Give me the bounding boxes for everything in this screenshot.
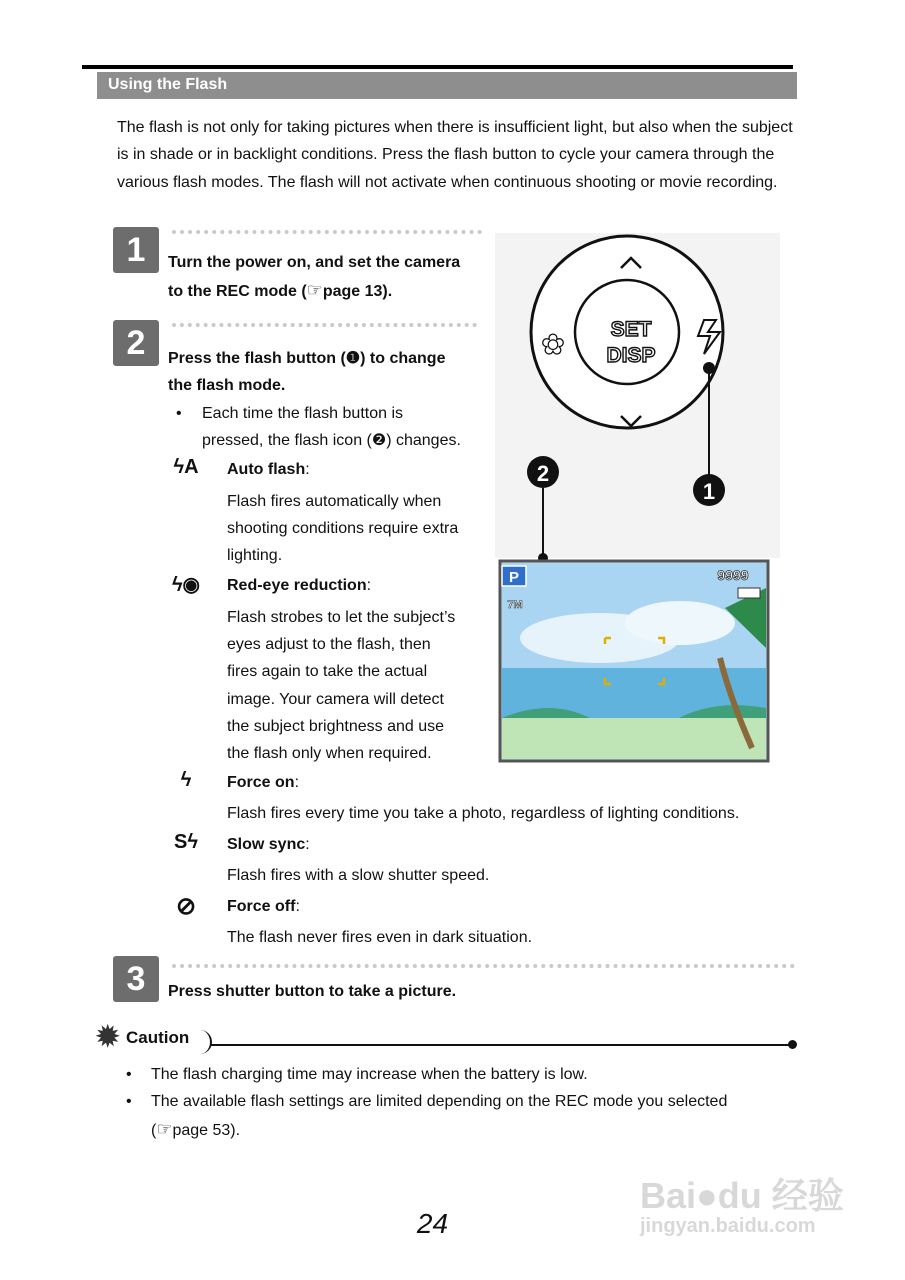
step-2-badge: 2 <box>113 320 159 366</box>
step-1-badge: 1 <box>113 227 159 273</box>
mode-name: Force on <box>227 774 295 791</box>
step-3-badge: 3 <box>113 956 159 1002</box>
step-1-dots <box>172 230 482 234</box>
lcd-mode: P <box>508 569 520 586</box>
baidu-watermark: Bai●du 经验 <box>640 1175 844 1216</box>
baidu-watermark-url: jingyan.baidu.com <box>640 1215 816 1237</box>
bullet-dot: • <box>126 1066 132 1083</box>
section-header <box>97 72 797 99</box>
lcd-count: 9999 <box>717 567 749 583</box>
callout-2-label: 2 <box>536 461 550 486</box>
step-2-line1: Press the flash button (❶) to change <box>168 350 446 367</box>
caution-item-2-tail <box>151 1116 240 1145</box>
caution-rule-end <box>788 1040 797 1049</box>
step-2-line2: the flash mode. <box>168 377 286 394</box>
mode-red-eye: Red-eye reduction: <box>227 577 372 594</box>
mode-desc: fires again to take the actual <box>227 663 428 680</box>
mode-desc: lighting. <box>227 547 283 564</box>
step-1-line1: Turn the power on, and set the camera <box>168 254 461 271</box>
camera-illustration <box>490 228 790 768</box>
caution-bracket <box>196 1030 212 1054</box>
top-rule <box>82 65 793 69</box>
mode-desc: eyes adjust to the flash, then <box>227 636 431 653</box>
step-2-bullet-line1: Each time the flash button is <box>202 405 403 422</box>
step-2-bullet-line2: pressed, the flash icon (❷) changes. <box>202 432 461 449</box>
caution-item-2: The available flash settings are limited depending on the REC mode you selected <box>151 1093 728 1110</box>
step-2-dots <box>172 323 477 327</box>
lcd-resolution: 7M <box>507 599 523 611</box>
mode-desc: The flash never fires even in dark situation. <box>227 929 533 946</box>
mode-desc: image. Your camera will detect <box>227 691 444 708</box>
pointing-hand-icon: ☞ <box>306 280 323 300</box>
set-label: SET <box>610 318 652 341</box>
section-title: Using the Flash <box>108 76 228 93</box>
step-1-line2a: to the REC mode ( <box>168 283 307 300</box>
page-number: 24 <box>416 1208 449 1239</box>
red-eye-icon: ϟ◉ <box>171 574 201 596</box>
mode-force-on: Force on: <box>227 774 300 791</box>
mode-desc: Flash strobes to let the subject’s <box>227 609 456 626</box>
intro-paragraph: The flash is not only for taking pictures when there is insufficient light, but also when the subject is in shade or in backlight conditions. Press the flash button to cycle your camera through the various flash modes. The flash will not activate when continuous shooting or movie recording. <box>117 119 793 191</box>
disp-label: DISP <box>606 344 656 367</box>
mode-desc: Flash fires automatically when <box>227 493 442 510</box>
bullet-dot: • <box>126 1093 132 1110</box>
paren: ( <box>151 1122 157 1139</box>
caution-icon: ✹ <box>96 1021 120 1052</box>
step-3-line1: Press shutter button to take a picture. <box>168 983 457 1000</box>
callout-1-label: 1 <box>702 479 716 504</box>
step-1-page-ref: page 13). <box>322 283 393 300</box>
caution-label: Caution <box>126 1028 190 1047</box>
mode-name: Slow sync <box>227 836 306 853</box>
step-3-dots <box>172 964 795 968</box>
mode-desc: the subject brightness and use <box>227 718 445 735</box>
mode-desc: the flash only when required. <box>227 745 432 762</box>
mode-desc: Flash fires with a slow shutter speed. <box>227 867 490 884</box>
mode-name: Force off <box>227 898 296 915</box>
mode-force-off: Force off: <box>227 898 300 915</box>
pointing-hand-icon: ☞ <box>156 1119 173 1139</box>
mode-desc: Flash fires every time you take a photo, regardless of lighting conditions. <box>227 805 740 822</box>
mode-desc: shooting conditions require extra <box>227 520 459 537</box>
step-1-line2 <box>168 277 392 306</box>
slow-sync-icon: Sϟ <box>174 831 198 853</box>
battery-icon <box>738 588 760 598</box>
caution-item-1: The flash charging time may increase when the battery is low. <box>151 1066 588 1083</box>
force-off-icon: ⊘ <box>175 893 197 920</box>
mode-name: Red-eye reduction <box>227 577 367 594</box>
auto-flash-icon: ϟA <box>173 456 199 478</box>
mode-auto-flash: Auto flash: <box>227 461 310 478</box>
force-on-icon: ϟ <box>180 769 192 791</box>
mode-name: Auto flash <box>227 461 306 478</box>
caution-page-ref: page 53). <box>172 1122 241 1139</box>
caution-rule <box>210 1044 790 1046</box>
mode-slow-sync: Slow sync: <box>227 836 310 853</box>
bullet-dot: • <box>176 405 182 422</box>
macro-tulip-icon: ✿ <box>541 329 565 360</box>
